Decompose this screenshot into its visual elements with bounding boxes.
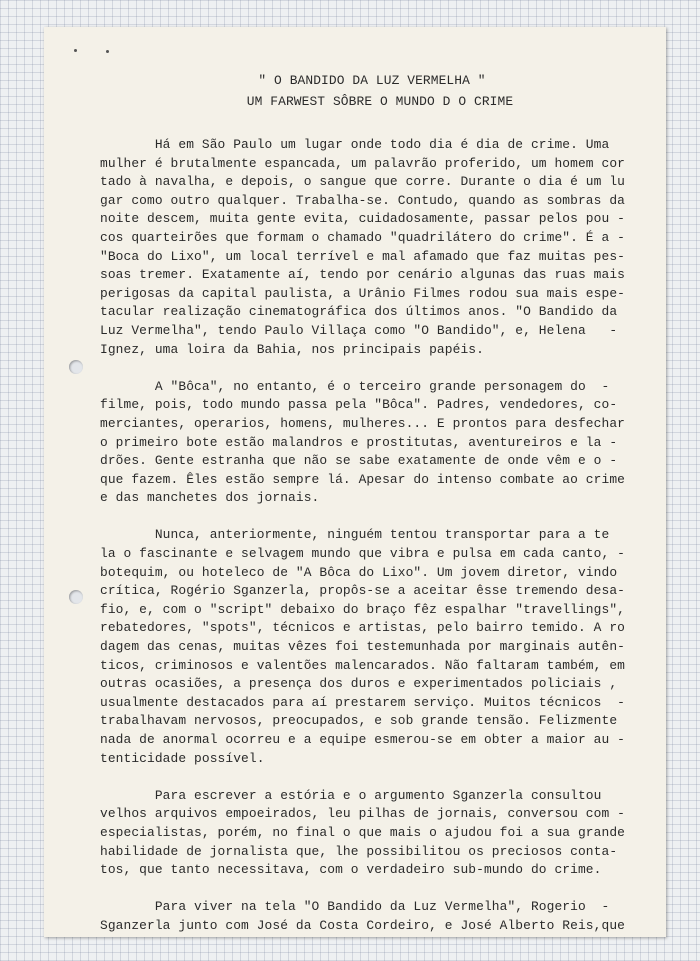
text-line: crítica, Rogério Sganzerla, propôs-se a aceitar êsse tremendo desa- — [100, 583, 625, 599]
text-line: rebatedores, "spots", técnicos e artistas, pelo bairro temido. A ro — [100, 620, 625, 636]
text-line: Para viver na tela "O Bandido da Luz Vermelha", Rogerio - — [100, 899, 610, 915]
text-line: cos quarteirões que formam o chamado "quadrilátero do crime". É a - — [100, 229, 625, 245]
text-line: Nunca, anteriormente, ninguém tentou transportar para a te — [100, 527, 610, 543]
document-title: " O BANDIDO DA LUZ VERMELHA " — [258, 73, 486, 88]
text-line: tenticidade possível. — [100, 750, 265, 766]
text-line: merciantes, operarios, homens, mulheres... E prontos para desfechar — [100, 415, 625, 431]
text-line: e das manchetes dos jornais. — [100, 490, 320, 506]
text-line: tos, que tanto necessitava, com o verdadeiro sub-mundo do crime. — [100, 862, 602, 878]
text-line: mulher é brutalmente espancada, um palavrão proferido, um homem cor — [100, 155, 625, 171]
text-line: Luz Vermelha", tendo Paulo Villaça como "O Bandido", e, Helena - — [100, 322, 618, 338]
text-line: usualmente destacados para aí prestarem serviço. Muitos técnicos - — [100, 694, 625, 710]
text-line: Ignez, uma loira da Bahia, nos principais papéis. — [100, 341, 484, 357]
text-line: o primeiro bote estão malandros e prostitutas, aventureiros e la - — [100, 434, 618, 450]
text-line: filme, pois, todo mundo passa pela "Bôca". Padres, vendedores, co- — [100, 397, 618, 413]
paper-sheet — [44, 27, 666, 937]
text-line: outras ocasiões, a presença dos duros e experimentados policiais , — [100, 676, 618, 692]
paragraph — [100, 526, 660, 768]
text-line: noite descem, muita gente evita, cuidadosamente, passar pelos pou - — [100, 211, 625, 227]
text-line: A "Bôca", no entanto, é o terceiro grande personagem do - — [100, 378, 610, 394]
text-line: nada de anormal ocorreu e a equipe esmerou-se em obter a maior au - — [100, 732, 625, 747]
text-line: la o fascinante e selvagem mundo que vibra e pulsa em cada canto, - — [100, 546, 625, 562]
text-line: Sganzerla junto com José da Costa Cordeiro, e José Alberto Reis,que — [100, 917, 625, 933]
paragraph — [100, 378, 660, 508]
text-line: Há em São Paulo um lugar onde todo dia é dia de crime. Uma — [100, 137, 610, 152]
text-line: botequim, ou hoteleco de "A Bôca do Lixo". Um jovem diretor, vindo — [100, 564, 618, 580]
text-line: "Boca do Lixo", um local terrível e mal afamado que faz muitas pes- — [100, 248, 625, 264]
ink-speck — [74, 49, 77, 52]
text-line: drões. Gente estranha que não se sabe exatamente de onde vêm e o - — [100, 453, 618, 469]
document-subtitle: UM FARWEST SÔBRE O MUNDO D O CRIME — [246, 94, 514, 109]
text-line: especialistas, porém, no final o que mais o ajudou foi a sua grande — [100, 824, 625, 840]
text-line: perigosas da capital paulista, a Urânio Filmes rodou sua mais espe- — [100, 285, 625, 301]
ink-speck — [106, 50, 109, 53]
paragraphs — [100, 136, 660, 936]
text-line: fio, e, com o "script" debaixo do braço fêz espalhar "travellings", — [100, 601, 625, 617]
text-line: habilidade de jornalista que, lhe possibilitou os preciosos conta- — [100, 843, 618, 859]
text-line: dagem das cenas, muitas vêzes foi testemunhada por marginais autên- — [100, 639, 625, 655]
text-line: soas tremer. Exatamente aí, tendo por cenário algunas das ruas mais — [100, 267, 625, 283]
document-body — [100, 70, 660, 936]
text-line: que fazem. Êles estão sempre lá. Apesar do intenso combate ao crime — [100, 471, 625, 487]
paragraph — [100, 136, 660, 359]
text-line: Para escrever a estória e o argumento Sganzerla consultou — [100, 787, 602, 803]
punch-hole — [69, 590, 83, 604]
text-line: tacular realização cinematográfica dos últimos anos. "O Bandido da — [100, 304, 618, 320]
text-line: velhos arquivos empoeirados, leu pilhas de jornais, conversou com - — [100, 806, 625, 822]
paragraph — [100, 898, 660, 935]
punch-hole — [69, 360, 83, 374]
paragraph — [100, 787, 660, 880]
text-line: trabalhavam nervosos, preocupados, e sob grande tensão. Felizmente — [100, 713, 618, 729]
text-line: tado à navalha, e depois, o sangue que corre. Durante o dia é um lu — [100, 174, 625, 190]
text-line: gar como outro qualquer. Trabalha-se. Contudo, quando as sombras da — [100, 192, 625, 208]
text-line: ticos, criminosos e valentões malencarados. Não faltaram também, em — [100, 657, 625, 673]
